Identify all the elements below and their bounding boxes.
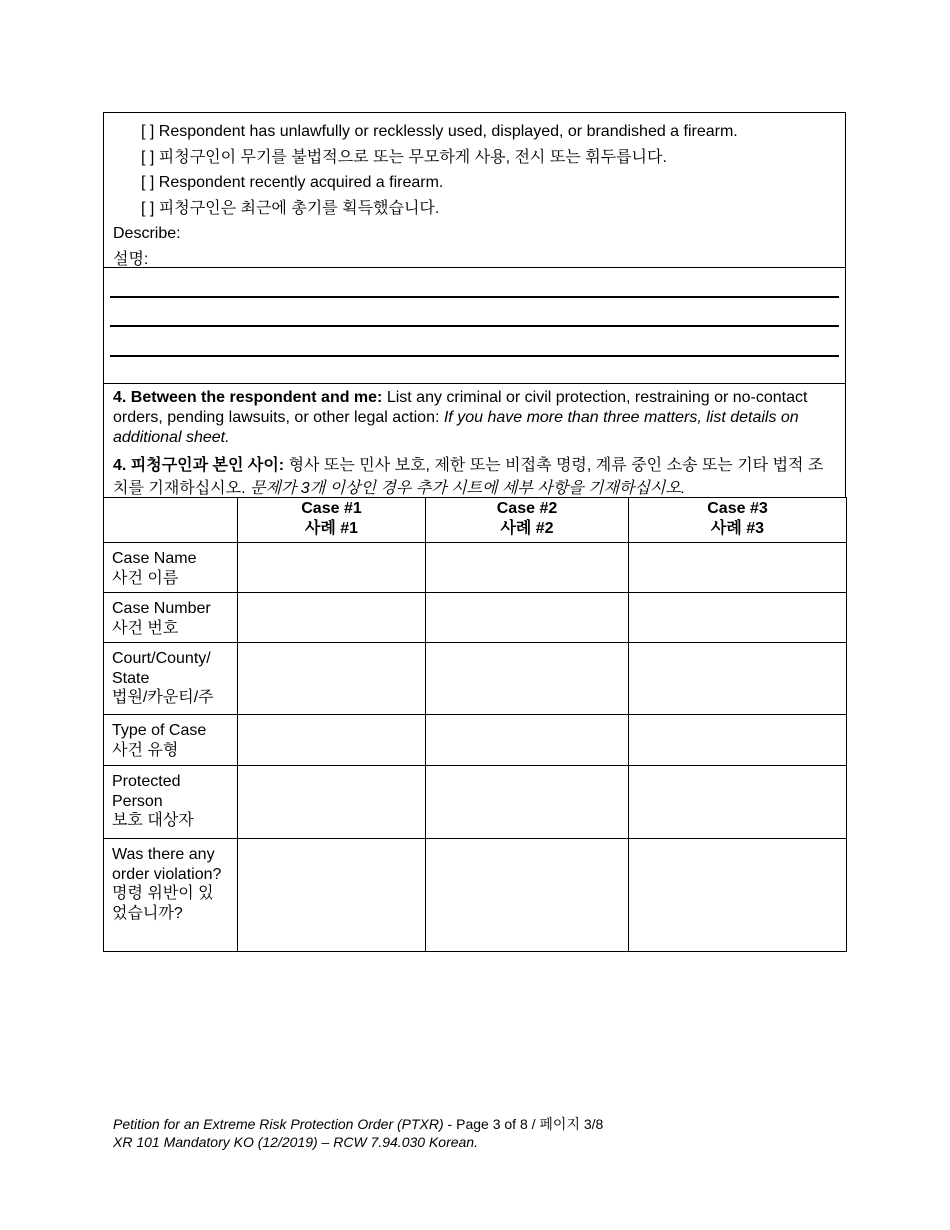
describe-line-3[interactable] xyxy=(110,355,839,357)
cell-protected-person-3[interactable] xyxy=(629,766,847,839)
cell-protected-person-1[interactable] xyxy=(238,766,426,839)
footer-form-title: Petition for an Extreme Risk Protection Order (PTXR) xyxy=(113,1116,444,1132)
header-case-2: Case #2 사례 #2 xyxy=(426,498,629,543)
petition-form-page xyxy=(103,112,846,952)
table-row xyxy=(104,839,847,952)
header-case-1: Case #1 사례 #1 xyxy=(238,498,426,543)
section-4-note-ko: 문제가 3개 이상인 경우 추가 시트에 세부 사항을 기재하십시오. xyxy=(249,480,686,497)
cell-type-of-case-1[interactable] xyxy=(238,715,426,766)
cell-court-3[interactable] xyxy=(629,643,847,715)
cell-protected-person-2[interactable] xyxy=(426,766,629,839)
checkbox-firearm-acquired[interactable]: [ ] Respondent recently acquired a firearm. xyxy=(141,174,444,191)
cases-table xyxy=(103,497,847,952)
describe-label: Describe: xyxy=(113,225,181,242)
row-label-type-of-case: Type of Case 사건 유형 xyxy=(104,715,238,766)
section-4-instructions xyxy=(103,383,846,497)
row-label-case-name: Case Name 사건 이름 xyxy=(104,543,238,593)
cell-court-1[interactable] xyxy=(238,643,426,715)
cell-case-name-3[interactable] xyxy=(629,543,847,593)
cell-order-violation-2[interactable] xyxy=(426,839,629,952)
table-row xyxy=(104,715,847,766)
cell-order-violation-1[interactable] xyxy=(238,839,426,952)
cell-court-2[interactable] xyxy=(426,643,629,715)
header-case-3: Case #3 사례 #3 xyxy=(629,498,847,543)
table-row xyxy=(104,543,847,593)
firearm-checkbox-section xyxy=(103,112,846,267)
footer-form-code: XR 101 Mandatory KO (12/2019) – RCW 7.94.030 Korean. xyxy=(113,1134,478,1150)
cell-case-name-1[interactable] xyxy=(238,543,426,593)
table-header-row xyxy=(104,498,847,543)
footer-line-1 xyxy=(113,1115,603,1133)
cell-case-number-1[interactable] xyxy=(238,593,426,643)
section-4-heading-ko: 4. 피청구인과 본인 사이: xyxy=(113,457,285,474)
row-label-court: Court/County/ State 법원/카운티/주 xyxy=(104,643,238,715)
table-row xyxy=(104,593,847,643)
table-row xyxy=(104,643,847,715)
section-4-text-ko: 형사 또는 민사 보호, 제한 또는 비접촉 명령, 계류 중인 소송 또는 기타 법적 조치를 기재하십시오. xyxy=(113,457,824,497)
row-label-protected-person: Protected Person 보호 대상자 xyxy=(104,766,238,839)
cell-type-of-case-2[interactable] xyxy=(426,715,629,766)
section-4-korean xyxy=(113,454,837,500)
checkbox-firearm-used-ko[interactable]: [ ] 피청구인이 무기를 불법적으로 또는 무모하게 사용, 전시 또는 휘두릅니다. xyxy=(141,148,667,166)
section-4-heading: 4. Between the respondent and me: xyxy=(113,389,383,406)
describe-lines-area[interactable] xyxy=(103,267,846,383)
cell-case-number-3[interactable] xyxy=(629,593,847,643)
section-4-text: List any criminal or civil protection, restraining or no-contact orders, pending lawsuits, or other legal action: xyxy=(113,389,808,426)
cell-type-of-case-3[interactable] xyxy=(629,715,847,766)
row-label-order-violation: Was there any order violation? 명령 위반이 있었습니까? xyxy=(104,839,238,952)
describe-line-1[interactable] xyxy=(110,296,839,298)
row-label-case-number: Case Number 사건 번호 xyxy=(104,593,238,643)
cell-order-violation-3[interactable] xyxy=(629,839,847,952)
checkbox-firearm-acquired-ko[interactable]: [ ] 피청구인은 최근에 총기를 획득했습니다. xyxy=(141,199,440,217)
page-footer xyxy=(113,1115,603,1151)
section-4-english xyxy=(113,388,837,448)
table-row xyxy=(104,766,847,839)
footer-page-number: - Page 3 of 8 / 페이지 3/8 xyxy=(443,1116,604,1132)
cell-case-number-2[interactable] xyxy=(426,593,629,643)
header-blank-cell xyxy=(104,498,238,543)
section-4-note: If you have more than three matters, list details on additional sheet. xyxy=(113,409,799,446)
cell-case-name-2[interactable] xyxy=(426,543,629,593)
describe-line-2[interactable] xyxy=(110,325,839,327)
checkbox-firearm-used[interactable]: [ ] Respondent has unlawfully or recklessly used, displayed, or brandished a firearm. xyxy=(141,123,738,140)
describe-label-ko: 설명: xyxy=(113,250,149,268)
